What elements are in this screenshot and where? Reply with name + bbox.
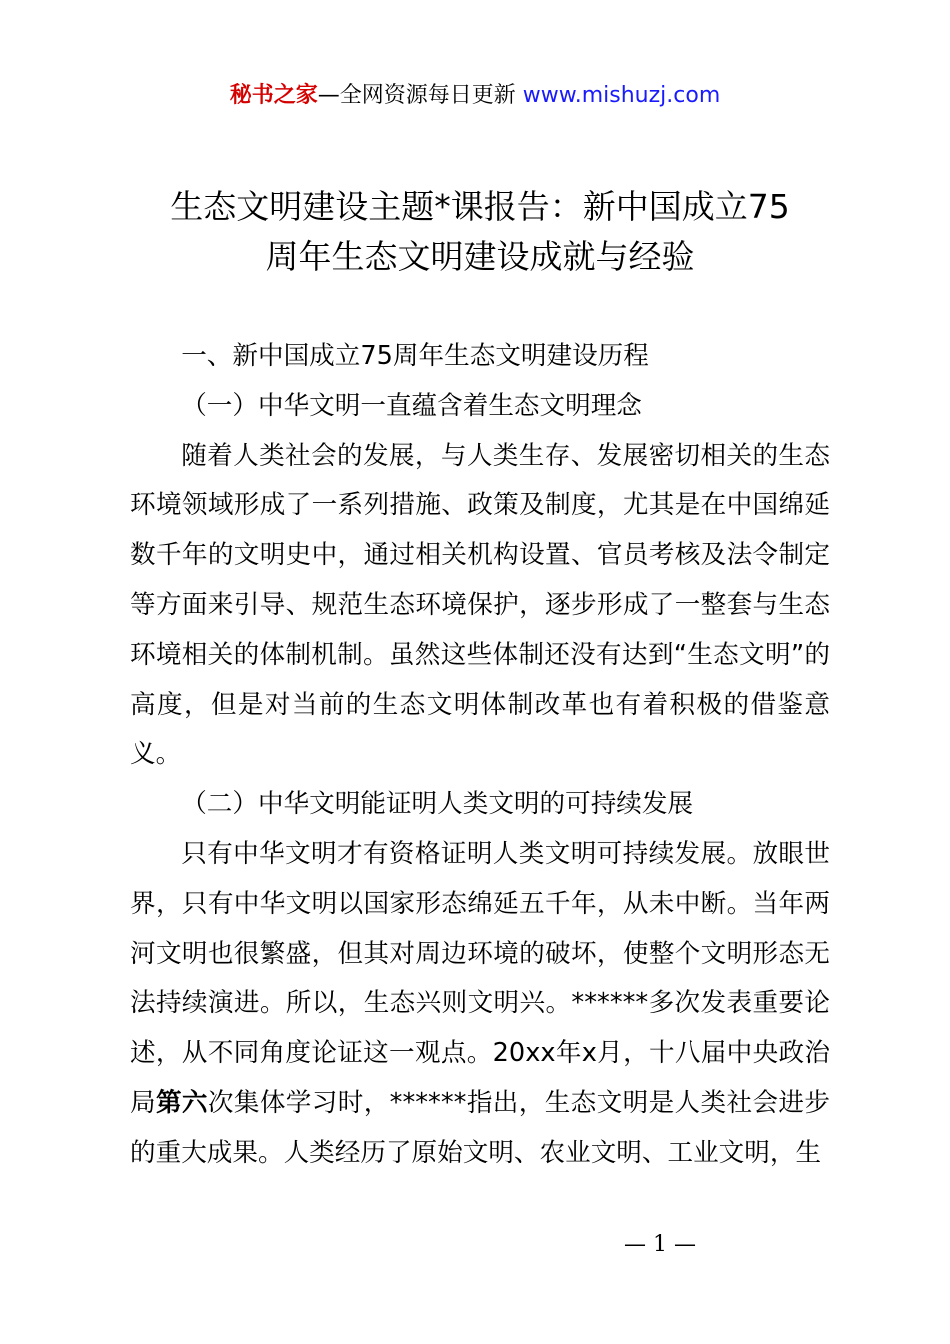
section-heading-1: 一、新中国成立75周年生态文明建设历程	[181, 341, 649, 371]
paragraph-2-part-2: 次集体学习时，******指出，生态文明是人类社会进步的重大成果。人类经历了原始文明、农业文明、工业文明，生	[130, 1087, 830, 1168]
subsection-heading-1: （一）中华文明一直蕴含着生态文明理念	[181, 390, 642, 421]
paragraph-2-bold: 第六	[155, 1087, 208, 1118]
title-line-2: 周年生态文明建设成就与经验	[265, 237, 695, 276]
document-title	[130, 182, 830, 282]
paragraph-2	[130, 830, 830, 1179]
paragraph-1: 随着人类社会的发展，与人类生存、发展密切相关的生态环境领域形成了一系列措施、政策及制度，尤其是在中国绵延数千年的文明史中，通过相关机构设置、官员考核及法令制定等方面来引导、规范生态环境保护，逐步形成了一整套与生态环境相关的体制机制。虽然这些体制还没有达到“生态文明”的高度，但是对当前的生态文明体制改革也有着积极的借鉴意义。	[130, 440, 830, 770]
page-number: — 1 —	[624, 1232, 696, 1257]
document-body	[130, 332, 830, 1179]
title-line-1: 生态文明建设主题*课报告：新中国成立75	[170, 187, 790, 226]
header-url[interactable]: www.mishuzj.com	[522, 83, 721, 108]
subsection-heading-2: （二）中华文明能证明人类文明的可持续发展	[181, 789, 694, 820]
site-header	[0, 80, 950, 112]
header-brand: 秘书之家	[229, 83, 318, 108]
header-tagline: —全网资源每日更新	[317, 83, 516, 108]
paragraph-2-part-1: 只有中华文明才有资格证明人类文明可持续发展。放眼世界，只有中华文明以国家形态绵延五千年，从未中断。当年两河文明也很繁盛，但其对周边环境的破坏，使整个文明形态无法持续演进。所以，生态兴则文明兴。******多次发表重要论述，从不同角度论证这一观点。20xx年x月，十八届中央政治局	[130, 838, 830, 1118]
